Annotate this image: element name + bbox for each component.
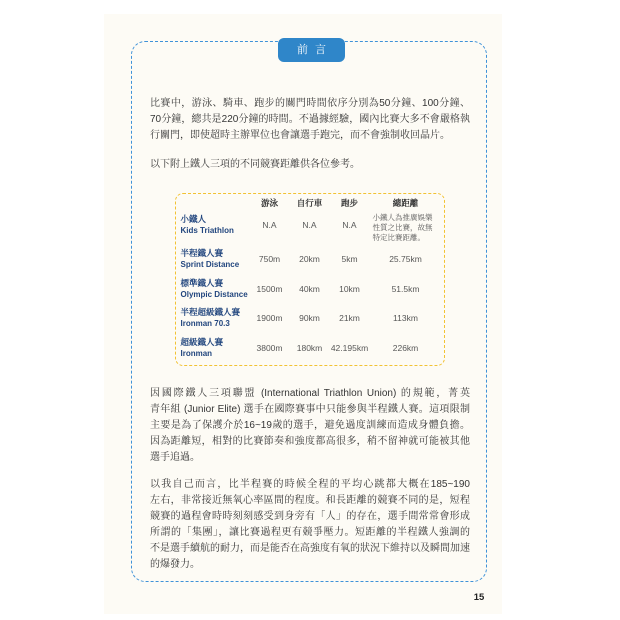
- swim-value: 1900m: [256, 312, 283, 323]
- total-value: 25.75km: [389, 253, 422, 264]
- run-value: 21km: [339, 312, 360, 323]
- swim-value: N.A: [262, 219, 277, 230]
- text-line: 青年組 (Junior Elite) 選手在國際賽事中只能參與半程鐵人賽。這項限制: [150, 404, 470, 415]
- table-row: [176, 248, 443, 270]
- text-line: 不是選手續航的耐力，而是能否在高強度有氧的狀況下維持以及瞬間加速: [150, 543, 470, 554]
- text-line: 行關門，即使超時主辦單位也會讓選手跑完，而不會強制收回晶片。: [150, 130, 450, 141]
- race-name-zh: 半程超級鐵人賽: [180, 306, 241, 317]
- page-number: 15: [473, 592, 485, 603]
- bike-value: N.A: [302, 219, 317, 230]
- section-title-tab: 前言: [278, 38, 345, 62]
- note-line: 小鐵人為推廣娛樂: [372, 212, 433, 222]
- swim-value: 1500m: [256, 283, 283, 294]
- text-line: 因國際鐵人三項聯盟 (International Triathlon Union) 的規範，菁英: [150, 388, 470, 399]
- text-line: 70分鐘，總共是220分鐘的時間。不過據經驗，國內比賽大多不會嚴格執: [150, 114, 470, 125]
- text-line: 所謂的「集團」，讓比賽過程更有競爭壓力。短距離的半程鐵人強調的: [150, 527, 470, 538]
- paragraph-junior-elite: [150, 386, 470, 466]
- table-row: [176, 212, 443, 242]
- total-value: 113km: [393, 312, 418, 323]
- text-line: 以下附上鐵人三項的不同競賽距離供各位參考。: [150, 159, 360, 170]
- race-name-en: Olympic Distance: [180, 289, 248, 299]
- column-header-bike: 自行車: [296, 197, 323, 208]
- column-header-run: 跑步: [340, 197, 358, 208]
- text-line: 因為距離短，相對的比賽節奏和強度都高很多，稍不留神就可能被其他: [150, 436, 470, 447]
- paragraph-personal-experience: [150, 477, 470, 573]
- race-name-zh: 標準鐵人賽: [180, 277, 224, 288]
- note-line: 特定比賽距離。: [372, 232, 425, 242]
- bike-value: 40km: [299, 283, 320, 294]
- swim-value: 3800m: [256, 342, 283, 353]
- total-value: 51.5km: [391, 283, 420, 294]
- note-line: 性質之比賽，故無: [372, 222, 433, 232]
- run-value: 10km: [339, 283, 360, 294]
- text-line: 以我自己而言，比半程賽的時候全程的平均心跳都大概在185~190: [150, 479, 470, 490]
- race-name-en: Ironman 70.3: [180, 318, 230, 328]
- bike-value: 20km: [299, 253, 320, 264]
- race-name-zh: 小鐵人: [180, 213, 207, 224]
- total-value: 226km: [392, 342, 419, 353]
- column-header-swim: 游泳: [260, 197, 278, 208]
- bike-value: 90km: [299, 312, 320, 323]
- table-row: [176, 337, 443, 359]
- bike-value: 180km: [296, 342, 323, 353]
- race-name-zh: 半程鐵人賽: [180, 247, 224, 258]
- text-line: 主要是為了保護介於16~19歲的選手，避免過度訓練而造成身體負擔。: [150, 420, 470, 431]
- run-value: 42.195km: [330, 342, 369, 353]
- table-row: [176, 278, 443, 300]
- text-line: 的爆發力。: [150, 559, 200, 570]
- race-name-en: Kids Triathlon: [180, 225, 234, 235]
- run-value: N.A: [342, 219, 357, 230]
- paragraph-cutoff-times: [150, 96, 470, 144]
- race-name-en: Ironman: [180, 348, 213, 358]
- text-line: 比賽中，游泳、騎車、跑步的關門時間依序分別為50分鐘、100分鐘、: [150, 98, 470, 109]
- column-header-total: 總距離: [392, 197, 419, 208]
- race-distance-table: [175, 193, 445, 366]
- table-row: [176, 307, 443, 329]
- run-value: 5km: [341, 253, 358, 264]
- swim-value: 750m: [258, 253, 281, 264]
- race-name-en: Sprint Distance: [180, 259, 240, 269]
- text-line: 競賽的過程會時時刻刻感受到身旁有「人」的存在，選手間常常會形成: [150, 511, 470, 522]
- text-line: 選手追過。: [150, 452, 200, 463]
- total-distance-note: [373, 213, 441, 243]
- race-name-zh: 超級鐵人賽: [180, 336, 224, 347]
- text-line: 左右，非常接近無氧心率區間的程度。和長距離的競賽不同的是，短程: [150, 495, 470, 506]
- paragraph-table-intro: [150, 157, 470, 173]
